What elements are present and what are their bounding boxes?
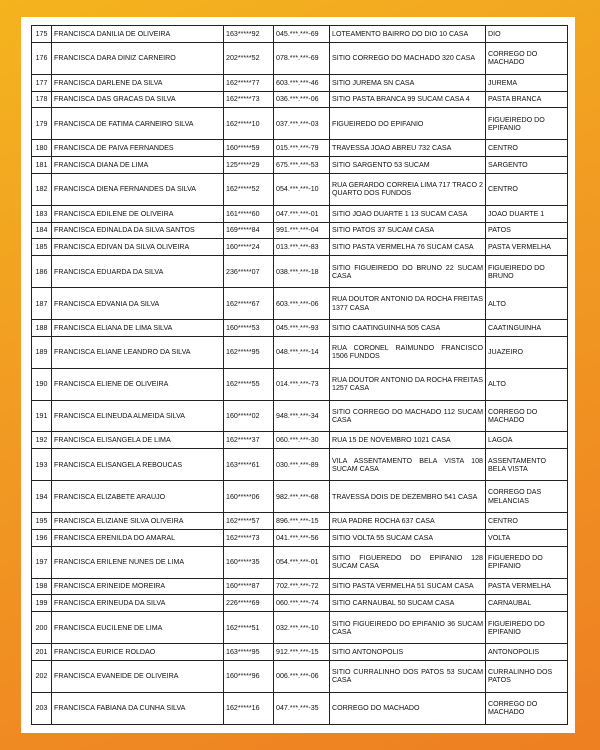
row-number-cell: 179 bbox=[32, 108, 52, 140]
nis-cell: 160*****96 bbox=[224, 660, 274, 692]
address-cell: SITIO FIGUEIREDO DO BRUNO 22 SUCAM CASA bbox=[330, 256, 486, 288]
table-row bbox=[32, 288, 568, 320]
table-row bbox=[32, 432, 568, 449]
nis-cell: 160*****06 bbox=[224, 481, 274, 513]
cpf-cell: 948.***.***-34 bbox=[274, 400, 330, 432]
name-cell: FRANCISCA ERINEIDE MOREIRA bbox=[52, 578, 224, 595]
row-number-cell: 181 bbox=[32, 157, 52, 174]
nis-cell: 160*****24 bbox=[224, 239, 274, 256]
row-number-cell: 186 bbox=[32, 256, 52, 288]
table-row bbox=[32, 222, 568, 239]
locality-cell: PASTA VERMELHA bbox=[486, 578, 568, 595]
name-cell: FRANCISCA DAS GRACAS DA SILVA bbox=[52, 91, 224, 108]
cpf-cell: 038.***.***-18 bbox=[274, 256, 330, 288]
nis-cell: 163*****95 bbox=[224, 644, 274, 661]
cpf-cell: 048.***.***-14 bbox=[274, 336, 330, 368]
table-row bbox=[32, 205, 568, 222]
row-number-cell: 185 bbox=[32, 239, 52, 256]
nis-cell: 162*****52 bbox=[224, 173, 274, 205]
locality-cell: FIGUEIREDO DO EPIFANIO bbox=[486, 612, 568, 644]
locality-cell: ASSENTAMENTO BELA VISTA bbox=[486, 449, 568, 481]
name-cell: FRANCISCA ELIANE LEANDRO DA SILVA bbox=[52, 336, 224, 368]
cpf-cell: 675.***.***-53 bbox=[274, 157, 330, 174]
cpf-cell: 982.***.***-68 bbox=[274, 481, 330, 513]
name-cell: FRANCISCA ERILENE NUNES DE LIMA bbox=[52, 546, 224, 578]
nis-cell: 161*****60 bbox=[224, 205, 274, 222]
nis-cell: 226*****69 bbox=[224, 595, 274, 612]
row-number-cell: 198 bbox=[32, 578, 52, 595]
address-cell: SITIO SARGENTO 53 SUCAM bbox=[330, 157, 486, 174]
address-cell: LOTEAMENTO BAIRRO DO DIO 10 CASA bbox=[330, 26, 486, 43]
name-cell: FRANCISCA ELISANGELA REBOUCAS bbox=[52, 449, 224, 481]
address-cell: RUA PADRE ROCHA 637 CASA bbox=[330, 513, 486, 530]
address-cell: RUA DOUTOR ANTONIO DA ROCHA FREITAS 1257 CASA bbox=[330, 368, 486, 400]
row-number-cell: 200 bbox=[32, 612, 52, 644]
locality-cell: FIGUEIREDO DO BRUNO bbox=[486, 256, 568, 288]
locality-cell: JUREMA bbox=[486, 74, 568, 91]
cpf-cell: 013.***.***-83 bbox=[274, 239, 330, 256]
row-number-cell: 176 bbox=[32, 42, 52, 74]
table-row bbox=[32, 449, 568, 481]
name-cell: FRANCISCA DARLENE DA SILVA bbox=[52, 74, 224, 91]
table-row bbox=[32, 595, 568, 612]
address-cell: RUA GERARDO CORREIA LIMA 717 TRACO 2 QUARTO DOS FUNDOS bbox=[330, 173, 486, 205]
table-row bbox=[32, 336, 568, 368]
row-number-cell: 197 bbox=[32, 546, 52, 578]
address-cell: SITIO CAATINGUINHA 505 CASA bbox=[330, 320, 486, 337]
locality-cell: CORREGO DO MACHADO bbox=[486, 400, 568, 432]
locality-cell: JUAZEIRO bbox=[486, 336, 568, 368]
cpf-cell: 603.***.***-06 bbox=[274, 288, 330, 320]
name-cell: FRANCISCA ELIZABETE ARAUJO bbox=[52, 481, 224, 513]
row-number-cell: 199 bbox=[32, 595, 52, 612]
name-cell: FRANCISCA EURICE ROLDAO bbox=[52, 644, 224, 661]
cpf-cell: 047.***.***-35 bbox=[274, 692, 330, 724]
locality-cell: JOAO DUARTE 1 bbox=[486, 205, 568, 222]
locality-cell: CORREGO DO MACHADO bbox=[486, 42, 568, 74]
table-row bbox=[32, 400, 568, 432]
row-number-cell: 202 bbox=[32, 660, 52, 692]
address-cell: RUA CORONEL RAIMUNDO FRANCISCO 1506 FUNDOS bbox=[330, 336, 486, 368]
name-cell: FRANCISCA ERINEUDA DA SILVA bbox=[52, 595, 224, 612]
cpf-cell: 912.***.***-15 bbox=[274, 644, 330, 661]
locality-cell: CORREGO DAS MELANCIAS bbox=[486, 481, 568, 513]
document-page bbox=[21, 17, 575, 733]
cpf-cell: 603.***.***-46 bbox=[274, 74, 330, 91]
nis-cell: 162*****73 bbox=[224, 91, 274, 108]
address-cell: SITIO JUREMA SN CASA bbox=[330, 74, 486, 91]
name-cell: FRANCISCA EVANEIDE DE OLIVEIRA bbox=[52, 660, 224, 692]
name-cell: FRANCISCA EUCILENE DE LIMA bbox=[52, 612, 224, 644]
address-cell: SITIO FIGUEIREDO DO EPIFANIO 36 SUCAM CASA bbox=[330, 612, 486, 644]
address-cell: SITIO PATOS 37 SUCAM CASA bbox=[330, 222, 486, 239]
locality-cell: FIGUEIREDO DO EPIFANIO bbox=[486, 108, 568, 140]
cpf-cell: 045.***.***-93 bbox=[274, 320, 330, 337]
cpf-cell: 896.***.***-15 bbox=[274, 513, 330, 530]
row-number-cell: 195 bbox=[32, 513, 52, 530]
cpf-cell: 078.***.***-69 bbox=[274, 42, 330, 74]
row-number-cell: 177 bbox=[32, 74, 52, 91]
name-cell: FRANCISCA EDUARDA DA SILVA bbox=[52, 256, 224, 288]
locality-cell: SARGENTO bbox=[486, 157, 568, 174]
nis-cell: 202*****52 bbox=[224, 42, 274, 74]
nis-cell: 163*****61 bbox=[224, 449, 274, 481]
locality-cell: PASTA VERMELHA bbox=[486, 239, 568, 256]
table-row bbox=[32, 660, 568, 692]
cpf-cell: 045.***.***-69 bbox=[274, 26, 330, 43]
row-number-cell: 190 bbox=[32, 368, 52, 400]
cpf-cell: 030.***.***-89 bbox=[274, 449, 330, 481]
cpf-cell: 060.***.***-30 bbox=[274, 432, 330, 449]
cpf-cell: 014.***.***-73 bbox=[274, 368, 330, 400]
address-cell: SITIO VOLTA 55 SUCAM CASA bbox=[330, 529, 486, 546]
nis-cell: 162*****10 bbox=[224, 108, 274, 140]
name-cell: FRANCISCA ELIZIANE SILVA OLIVEIRA bbox=[52, 513, 224, 530]
table-body bbox=[32, 26, 568, 725]
address-cell: SITIO FIGUEREDO DO EPIFANIO 128 SUCAM CASA bbox=[330, 546, 486, 578]
row-number-cell: 182 bbox=[32, 173, 52, 205]
address-cell: SITIO CORREGO DO MACHADO 320 CASA bbox=[330, 42, 486, 74]
nis-cell: 162*****16 bbox=[224, 692, 274, 724]
nis-cell: 160*****53 bbox=[224, 320, 274, 337]
table-row bbox=[32, 42, 568, 74]
address-cell: RUA DOUTOR ANTONIO DA ROCHA FREITAS 1377 CASA bbox=[330, 288, 486, 320]
table-row bbox=[32, 74, 568, 91]
name-cell: FRANCISCA EDILENE DE OLIVEIRA bbox=[52, 205, 224, 222]
table-row bbox=[32, 239, 568, 256]
row-number-cell: 175 bbox=[32, 26, 52, 43]
address-cell: FIGUEIREDO DO EPIFANIO bbox=[330, 108, 486, 140]
name-cell: FRANCISCA DE FATIMA CARNEIRO SILVA bbox=[52, 108, 224, 140]
name-cell: FRANCISCA DANILIA DE OLIVEIRA bbox=[52, 26, 224, 43]
row-number-cell: 194 bbox=[32, 481, 52, 513]
table-row bbox=[32, 157, 568, 174]
row-number-cell: 188 bbox=[32, 320, 52, 337]
row-number-cell: 196 bbox=[32, 529, 52, 546]
address-cell: SITIO CURRALINHO DOS PATOS 53 SUCAM CASA bbox=[330, 660, 486, 692]
table-row bbox=[32, 108, 568, 140]
row-number-cell: 192 bbox=[32, 432, 52, 449]
cpf-cell: 032.***.***-10 bbox=[274, 612, 330, 644]
table-row bbox=[32, 320, 568, 337]
locality-cell: DIO bbox=[486, 26, 568, 43]
row-number-cell: 201 bbox=[32, 644, 52, 661]
name-cell: FRANCISCA EDINALDA DA SILVA SANTOS bbox=[52, 222, 224, 239]
table-row bbox=[32, 578, 568, 595]
table-row bbox=[32, 612, 568, 644]
name-cell: FRANCISCA ELISANGELA DE LIMA bbox=[52, 432, 224, 449]
nis-cell: 125*****29 bbox=[224, 157, 274, 174]
table-row bbox=[32, 546, 568, 578]
locality-cell: PATOS bbox=[486, 222, 568, 239]
address-cell: VILA ASSENTAMENTO BELA VISTA 108 SUCAM CASA bbox=[330, 449, 486, 481]
cpf-cell: 036.***.***-06 bbox=[274, 91, 330, 108]
nis-cell: 162*****37 bbox=[224, 432, 274, 449]
address-cell: SITIO CORREGO DO MACHADO 112 SUCAM CASA bbox=[330, 400, 486, 432]
nis-cell: 163*****92 bbox=[224, 26, 274, 43]
table-row bbox=[32, 91, 568, 108]
table-row bbox=[32, 692, 568, 724]
table-row bbox=[32, 529, 568, 546]
row-number-cell: 193 bbox=[32, 449, 52, 481]
beneficiary-table bbox=[31, 25, 568, 725]
locality-cell: CARNAUBAL bbox=[486, 595, 568, 612]
row-number-cell: 191 bbox=[32, 400, 52, 432]
locality-cell: CENTRO bbox=[486, 173, 568, 205]
locality-cell: VOLTA bbox=[486, 529, 568, 546]
name-cell: FRANCISCA DIENA FERNANDES DA SILVA bbox=[52, 173, 224, 205]
locality-cell: CENTRO bbox=[486, 140, 568, 157]
cpf-cell: 047.***.***-01 bbox=[274, 205, 330, 222]
name-cell: FRANCISCA ERENILDA DO AMARAL bbox=[52, 529, 224, 546]
name-cell: FRANCISCA DARA DINIZ CARNEIRO bbox=[52, 42, 224, 74]
locality-cell: ALTO bbox=[486, 368, 568, 400]
cpf-cell: 054.***.***-01 bbox=[274, 546, 330, 578]
name-cell: FRANCISCA EDVANIA DA SILVA bbox=[52, 288, 224, 320]
cpf-cell: 991.***.***-04 bbox=[274, 222, 330, 239]
table-row bbox=[32, 256, 568, 288]
locality-cell: ALTO bbox=[486, 288, 568, 320]
name-cell: FRANCISCA DE PAIVA FERNANDES bbox=[52, 140, 224, 157]
table-row bbox=[32, 140, 568, 157]
locality-cell: CAATINGUINHA bbox=[486, 320, 568, 337]
nis-cell: 160*****59 bbox=[224, 140, 274, 157]
address-cell: TRAVESSA JOAO ABREU 732 CASA bbox=[330, 140, 486, 157]
nis-cell: 162*****55 bbox=[224, 368, 274, 400]
row-number-cell: 203 bbox=[32, 692, 52, 724]
nis-cell: 160*****35 bbox=[224, 546, 274, 578]
name-cell: FRANCISCA FABIANA DA CUNHA SILVA bbox=[52, 692, 224, 724]
nis-cell: 162*****77 bbox=[224, 74, 274, 91]
row-number-cell: 187 bbox=[32, 288, 52, 320]
cpf-cell: 015.***.***-79 bbox=[274, 140, 330, 157]
row-number-cell: 183 bbox=[32, 205, 52, 222]
locality-cell: FIGUEREDO DO EPIFANIO bbox=[486, 546, 568, 578]
address-cell: SITIO PASTA VERMELHA 51 SUCAM CASA bbox=[330, 578, 486, 595]
nis-cell: 169*****84 bbox=[224, 222, 274, 239]
address-cell: SITIO JOAO DUARTE 1 13 SUCAM CASA bbox=[330, 205, 486, 222]
table-row bbox=[32, 173, 568, 205]
address-cell: SITIO CARNAUBAL 50 SUCAM CASA bbox=[330, 595, 486, 612]
nis-cell: 162*****57 bbox=[224, 513, 274, 530]
name-cell: FRANCISCA EDIVAN DA SILVA OLIVEIRA bbox=[52, 239, 224, 256]
table-row bbox=[32, 513, 568, 530]
row-number-cell: 178 bbox=[32, 91, 52, 108]
name-cell: FRANCISCA DIANA DE LIMA bbox=[52, 157, 224, 174]
nis-cell: 162*****73 bbox=[224, 529, 274, 546]
table-row bbox=[32, 26, 568, 43]
address-cell: SITIO PASTA BRANCA 99 SUCAM CASA 4 bbox=[330, 91, 486, 108]
nis-cell: 162*****67 bbox=[224, 288, 274, 320]
table-row bbox=[32, 481, 568, 513]
cpf-cell: 037.***.***-03 bbox=[274, 108, 330, 140]
nis-cell: 162*****51 bbox=[224, 612, 274, 644]
locality-cell: CORREGO DO MACHADO bbox=[486, 692, 568, 724]
nis-cell: 160*****02 bbox=[224, 400, 274, 432]
address-cell: SITIO PASTA VERMELHA 76 SUCAM CASA bbox=[330, 239, 486, 256]
cpf-cell: 054.***.***-10 bbox=[274, 173, 330, 205]
address-cell: CORREGO DO MACHADO bbox=[330, 692, 486, 724]
row-number-cell: 189 bbox=[32, 336, 52, 368]
cpf-cell: 041.***.***-56 bbox=[274, 529, 330, 546]
locality-cell: PASTA BRANCA bbox=[486, 91, 568, 108]
locality-cell: ANTONOPOLIS bbox=[486, 644, 568, 661]
locality-cell: CURRALINHO DOS PATOS bbox=[486, 660, 568, 692]
cpf-cell: 060.***.***-74 bbox=[274, 595, 330, 612]
name-cell: FRANCISCA ELIENE DE OLIVEIRA bbox=[52, 368, 224, 400]
name-cell: FRANCISCA ELIANA DE LIMA SILVA bbox=[52, 320, 224, 337]
nis-cell: 162*****95 bbox=[224, 336, 274, 368]
row-number-cell: 180 bbox=[32, 140, 52, 157]
address-cell: SITIO ANTONOPOLIS bbox=[330, 644, 486, 661]
nis-cell: 160*****87 bbox=[224, 578, 274, 595]
nis-cell: 236*****07 bbox=[224, 256, 274, 288]
address-cell: RUA 15 DE NOVEMBRO 1021 CASA bbox=[330, 432, 486, 449]
name-cell: FRANCISCA ELINEUDA ALMEIDA SILVA bbox=[52, 400, 224, 432]
locality-cell: LAGOA bbox=[486, 432, 568, 449]
locality-cell: CENTRO bbox=[486, 513, 568, 530]
table-row bbox=[32, 644, 568, 661]
cpf-cell: 702.***.***-72 bbox=[274, 578, 330, 595]
table-row bbox=[32, 368, 568, 400]
row-number-cell: 184 bbox=[32, 222, 52, 239]
cpf-cell: 006.***.***-06 bbox=[274, 660, 330, 692]
address-cell: TRAVESSA DOIS DE DEZEMBRO 541 CASA bbox=[330, 481, 486, 513]
